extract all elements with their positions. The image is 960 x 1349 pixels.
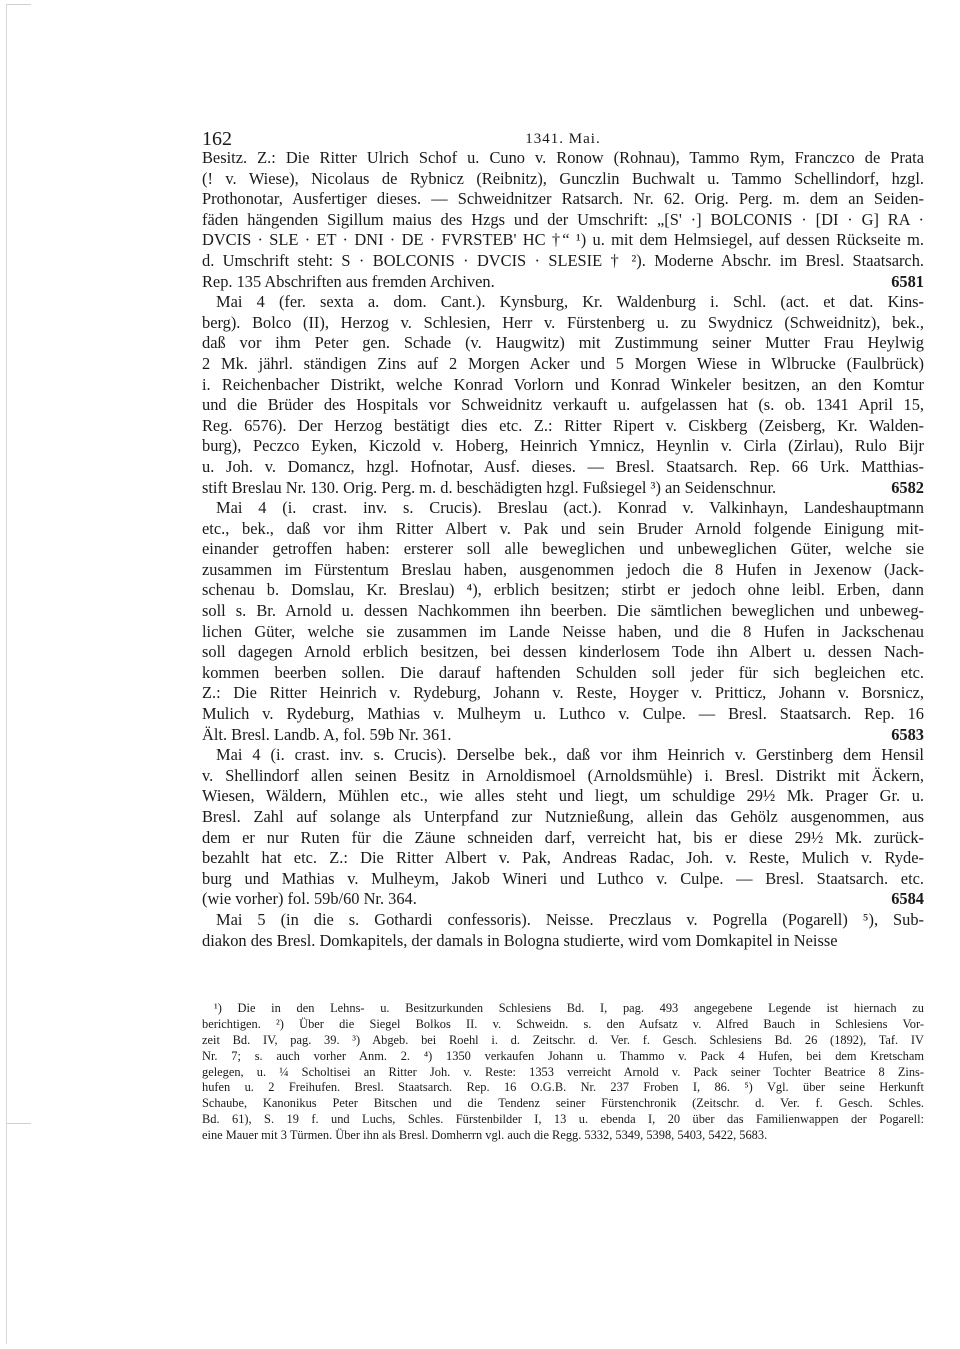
footnotes <box>202 1001 924 1144</box>
text-line <box>202 622 924 643</box>
regest-number: 6581 <box>891 271 924 291</box>
text-line <box>202 148 924 169</box>
text-line-text: v. Shellindorf allen seinen Besitz in Arnoldismoel (Arnoldsmühle) i. Bresl. Distrikt mit Äckern, <box>202 765 924 785</box>
footnote-line <box>202 1001 924 1017</box>
text-line <box>202 807 924 828</box>
text-line <box>202 663 924 684</box>
text-line <box>202 210 924 231</box>
text-line <box>202 457 924 478</box>
text-line-text: Ält. Bresl. Landb. A, fol. 59b Nr. 361. <box>202 724 452 744</box>
text-line-text: burg und Mathias v. Mulheym, Jakob Wineri und Luthco v. Culpe. — Bresl. Staatsarch. etc. <box>202 868 924 888</box>
footnote-line <box>202 1080 924 1096</box>
text-line-text: diakon des Bresl. Domkapitels, der damals in Bologna studierte, wird vom Domkapitel in Neisse <box>202 930 838 950</box>
text-line-text: Z.: Die Ritter Heinrich v. Rydeburg, Johann v. Reste, Hoyger v. Pritticz, Johann v. Borsnicz, <box>202 683 924 703</box>
text-line-text: Mai 4 (i. crast. inv. s. Crucis). Derselbe bek., daß vor ihm Heinrich v. Gerstinberg dem Hensil <box>216 745 924 765</box>
text-line-text: 2 Mk. jährl. ständigen Zins auf 2 Morgen Acker und 5 Morgen Wiese in Wlbrucke (Faulbrück) <box>202 353 924 373</box>
footnote-line <box>202 1065 924 1081</box>
text-line <box>202 395 924 416</box>
text-line <box>202 251 924 272</box>
text-line-text: daß vor ihm Peter gen. Schade (v. Haugwitz) mit Zustimmung seiner Mutter Frau Heylwig <box>202 333 924 353</box>
text-line-text: soll s. Br. Arnold u. dessen Nachkommen ihn beerben. Die sämtlichen beweglichen und unbeweg- <box>202 601 924 621</box>
footnote-line <box>202 1096 924 1112</box>
text-line-text: (wie vorher) fol. 59b/60 Nr. 364. <box>202 889 417 909</box>
text-line-text: fäden hängenden Sigillum maius des Hzgs und der Umschrift: „[S' ·] BOLCONIS · [DI · G] RA · <box>202 209 924 229</box>
text-line-text: berg). Bolco (II), Herzog v. Schlesien, Herr v. Fürstenberg u. zu Swydnicz (Schweidnitz), bek., <box>202 312 924 332</box>
footnote-line-text: gelegen, u. ¼ Scholtisei an Ritter Joh. v. Reste: 1353 verreicht Arnold v. Pack seiner Tochter Beatrice 8 Zins- <box>202 1064 924 1079</box>
text-line-text: soll dagegen Arnold erblich besitzen, bei dessen kinderlosem Tode ihn Albert u. dessen Nach- <box>202 642 924 662</box>
footnote-line <box>202 1049 924 1065</box>
text-line-text: u. Joh. v. Domancz, hzgl. Hofnotar, Ausf. dieses. — Bresl. Staatsarch. Rep. 66 Urk. Matthias- <box>202 456 924 476</box>
text-line-text: dem er nur Ruten für die Zäune schneiden darf, verreicht hat, bis er diese 29½ Mk. zurück- <box>202 827 924 847</box>
text-line <box>202 539 924 560</box>
text-line <box>202 519 924 540</box>
text-line <box>202 189 924 210</box>
regest-number: 6583 <box>891 724 924 744</box>
footnote-line-text: Schaube, Kanonikus Peter Bitschen und die Tendenz seiner Fürstenchronik (Zeitschr. d. Ver. f. Gesch. Schles. <box>202 1096 924 1111</box>
text-line-text: Reg. 6576). Der Herzog bestätigt dies etc. Z.: Ritter Ripert v. Ciskberg (Zeisberg, Kr. Walden- <box>202 415 924 435</box>
footnote-line <box>202 1112 924 1128</box>
footnote-line-text: Bd. 61), S. 19 f. und Luchs, Schles. Fürstenbilder I, 13 u. ebenda I, 20 über das Familienwappen der Pogarell: <box>202 1112 924 1127</box>
scan-border <box>6 4 33 1344</box>
text-line <box>202 828 924 849</box>
footnote-line <box>202 1128 924 1144</box>
text-line <box>202 436 924 457</box>
text-line <box>202 683 924 704</box>
text-line <box>202 725 924 746</box>
text-line <box>202 230 924 251</box>
text-line-text: burg), Peczco Eyken, Kiczold v. Hoberg, Heinrich Ymnicz, Heynlin v. Cirla (Zirlau), Rulo Bijr <box>202 436 924 456</box>
text-line <box>202 375 924 396</box>
text-line-text: DVCIS · SLE · ET · DNI · DE · FVRSTEB' HC †“ ¹) u. mit dem Helmsiegel, auf dessen Rückseite m. <box>202 230 924 250</box>
text-line <box>202 416 924 437</box>
text-line-text: schenau b. Domslau, Kr. Breslau) ⁴), erblich besitzen; stirbt er jedoch ohne leibl. Erben, dann <box>202 580 924 600</box>
text-line <box>202 601 924 622</box>
text-line <box>202 910 924 931</box>
footnote-line-text: hufen u. 2 Freihufen. Bresl. Staatsarch. Rep. 16 O.G.B. Nr. 237 Froben I, 86. ⁵) Vgl. über seine Herkunft <box>202 1080 924 1095</box>
footnote-line-text: Nr. 7; s. auch vorher Anm. 2. ⁴) 1350 verkaufen Johann u. Thammo v. Pack 4 Hufen, bei dem Kretscham <box>202 1048 924 1063</box>
footnote-line-text: ¹) Die in den Lehns- u. Besitzurkunden Schlesiens Bd. I, pag. 493 angegebene Legende ist hiernach zu <box>214 1001 924 1015</box>
main-text <box>202 148 924 951</box>
text-line <box>202 869 924 890</box>
text-line <box>202 786 924 807</box>
text-line-text: Mulich v. Rydeburg, Mathias v. Mulheym u. Luthco v. Culpe. — Bresl. Staatsarch. Rep. 16 <box>202 704 924 724</box>
text-line-text: Rep. 135 Abschriften aus fremden Archiven. <box>202 271 495 291</box>
text-line-text: i. Reichenbacher Distrikt, welche Konrad Vorlorn und Konrad Winkeler besitzen, an den Komtur <box>202 374 924 394</box>
text-line <box>202 354 924 375</box>
text-line <box>202 333 924 354</box>
text-line-text: Prothonotar, Ausfertiger dieses. — Schweidnitzer Ratsarch. Nr. 62. Orig. Perg. m. dem an Seiden- <box>202 189 924 209</box>
text-line <box>202 169 924 190</box>
footnote-line <box>202 1033 924 1049</box>
footnote-line <box>202 1017 924 1033</box>
page-header <box>202 118 924 148</box>
text-line-text: zusammen im Fürstentum Breslau haben, ausgenommen jedoch die 8 Hufen in Jexenow (Jack- <box>202 559 924 579</box>
text-line-text: kommen beerben sollen. Die darauf haftenden Schulden soll jeder für sich begleichen etc. <box>202 662 924 682</box>
text-line-text: einander getroffen haben: ersterer soll alle beweglichen und unbeweglichen Güter, welche sie <box>202 539 924 559</box>
text-line <box>202 478 924 499</box>
text-line <box>202 498 924 519</box>
text-line-text: (! v. Wiese), Nicolaus de Rybnicz (Reibnitz), Gunczlin Buchwalt u. Tammo Schellindorf, hzgl. <box>202 168 924 188</box>
text-line <box>202 313 924 334</box>
text-line-text: Bresl. Zahl auf solange als Unterpfand zur Nutznießung, allein das Gehölz ausgenommen, aus <box>202 807 924 826</box>
text-line-text: und die Brüder des Hospitals vor Schweidnitz verkauft u. aufgelassen hat (s. ob. 1341 April 15, <box>202 395 924 415</box>
text-line <box>202 889 924 910</box>
text-line <box>202 560 924 581</box>
text-line-text: bezahlt hat etc. Z.: Die Ritter Albert v. Pak, Andreas Radac, Joh. v. Reste, Mulich v. Ryde- <box>202 848 924 868</box>
running-title: 1341. Mai. <box>525 131 601 147</box>
text-line-text: etc., bek., daß vor ihm Ritter Albert v. Pak und sein Bruder Arnold folgende Einigung mit- <box>202 518 924 538</box>
regest-number: 6584 <box>891 889 924 909</box>
footnote-line-text: berichtigen. ²) Über die Siegel Bolkos II. v. Schweidn. s. den Aufsatz v. Alfred Bauch in Schlesiens Vor- <box>202 1016 924 1031</box>
text-line <box>202 848 924 869</box>
text-line <box>202 580 924 601</box>
page-number: 162 <box>202 128 232 150</box>
text-line-text: Mai 4 (i. crast. inv. s. Crucis). Breslau (act.). Konrad v. Valkinhayn, Landeshauptmann <box>216 498 924 518</box>
text-line <box>202 766 924 787</box>
footnote-line-text: eine Mauer mit 3 Türmen. Über ihn als Bresl. Domherrn vgl. auch die Regg. 5332, 5349, 5398, 5403, 5422, 5683. <box>202 1128 768 1143</box>
text-line <box>202 642 924 663</box>
footnote-line-text: zeit Bd. IV, pag. 39. ³) Abgeb. bei Roehl i. d. Zeitschr. d. Ver. f. Gesch. Schlesiens Bd. 26 (1892), Taf. IV <box>202 1032 924 1047</box>
text-line <box>202 745 924 766</box>
text-line-text: Wiesen, Wäldern, Mühlen etc., wie alles steht und liegt, um schuldige 29½ Mk. Prager Gr. u. <box>202 786 924 806</box>
text-line-text: Besitz. Z.: Die Ritter Ulrich Schof u. Cuno v. Ronow (Rohnau), Tammo Rym, Franczco de Prata <box>202 148 924 167</box>
text-line <box>202 931 924 952</box>
regest-number: 6582 <box>891 477 924 497</box>
text-line-text: lichen Güter, welche sie zusammen im Lande Neisse haben, und die 8 Hufen in Jackschenau <box>202 621 924 641</box>
text-line-text: Mai 4 (fer. sexta a. dom. Cant.). Kynsburg, Kr. Waldenburg i. Schl. (act. et dat. Kins- <box>216 292 924 312</box>
text-line <box>202 272 924 293</box>
text-line <box>202 704 924 725</box>
text-line-text: d. Umschrift steht: S · BOLCONIS · DVCIS · SLESIE † ²). Moderne Abschr. im Bresl. Staatsarch. <box>202 250 924 270</box>
text-line <box>202 292 924 313</box>
text-line-text: stift Breslau Nr. 130. Orig. Perg. m. d. beschädigten hzgl. Fußsiegel ³) an Seidenschnur. <box>202 477 777 497</box>
text-line-text: Mai 5 (in die s. Gothardi confessoris). Neisse. Preczlaus v. Pogrella (Pogarell) ⁵), Sub- <box>216 909 924 929</box>
